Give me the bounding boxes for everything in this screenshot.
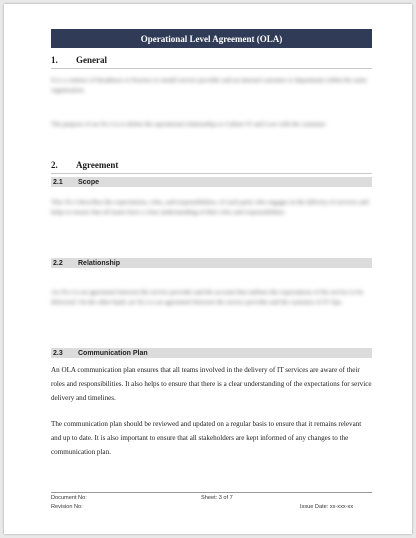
section-heading-agreement bbox=[51, 160, 371, 170]
subsection-heading-communication-plan bbox=[51, 348, 372, 358]
footer-sheet: Sheet: 3 of 7 bbox=[201, 495, 233, 501]
footer-issue-date: Issue Date: xx-xxx-xx bbox=[300, 504, 354, 510]
blurred-paragraph: An OLA is an agreement between the service provider and the account that outlines the expectations of the service to be delivered. On the other hand, an OLA is an agreement between the service provider and the customer of IT Ops. bbox=[51, 289, 364, 306]
section-title: Agreement bbox=[76, 160, 119, 170]
section-divider bbox=[51, 68, 372, 69]
communication-paragraph-2: The communication plan should be reviewed and updated on a regular basis to ensure that it remains relevant and up to date. It is also important to ensure that all stakeholders are kept informed of any changes to the communication plan. bbox=[51, 420, 362, 456]
footer-document-no: Document No: bbox=[51, 495, 87, 501]
document-title: Operational Level Agreement (OLA) bbox=[51, 29, 372, 48]
communication-paragraph-1: An OLA communication plan ensures that all teams involved in the delivery of IT services are aware of their roles and responsibilities. It also helps to ensure that there is a clear understanding of the expectations for service delivery and timelines. bbox=[51, 366, 372, 402]
footer-divider bbox=[51, 492, 372, 493]
subsection-title: Scope bbox=[78, 178, 100, 186]
blurred-paragraph: This OLA describes the expectations, roles, and responsibilities, of each party who engages in the delivery of services and helps to ensure that all teams have a clear understanding of their roles and responsibilities. bbox=[51, 199, 369, 216]
blurred-paragraph: It is a contract of Readiness or Practice to install service provider and an internal customer or department within the same organization. bbox=[51, 77, 367, 94]
subsection-title: Communication Plan bbox=[78, 349, 148, 357]
subsection-heading-relationship bbox=[51, 258, 372, 268]
subsection-number: 2.2 bbox=[53, 259, 63, 267]
section-number: 2. bbox=[51, 160, 58, 170]
section-title: General bbox=[76, 55, 107, 65]
subsection-number: 2.3 bbox=[53, 349, 63, 357]
document-page bbox=[4, 4, 412, 534]
section-divider bbox=[51, 173, 372, 174]
subsection-heading-scope bbox=[51, 177, 372, 187]
section-number: 1. bbox=[51, 55, 58, 65]
section-heading-general bbox=[51, 55, 371, 65]
footer-revision-no: Revision No: bbox=[51, 504, 83, 510]
blurred-paragraph: The purpose of an OLA is to define the operational relationship so Culture IT and Lore with the customer. bbox=[51, 121, 327, 128]
subsection-number: 2.1 bbox=[53, 178, 63, 186]
subsection-title: Relationship bbox=[78, 259, 121, 267]
